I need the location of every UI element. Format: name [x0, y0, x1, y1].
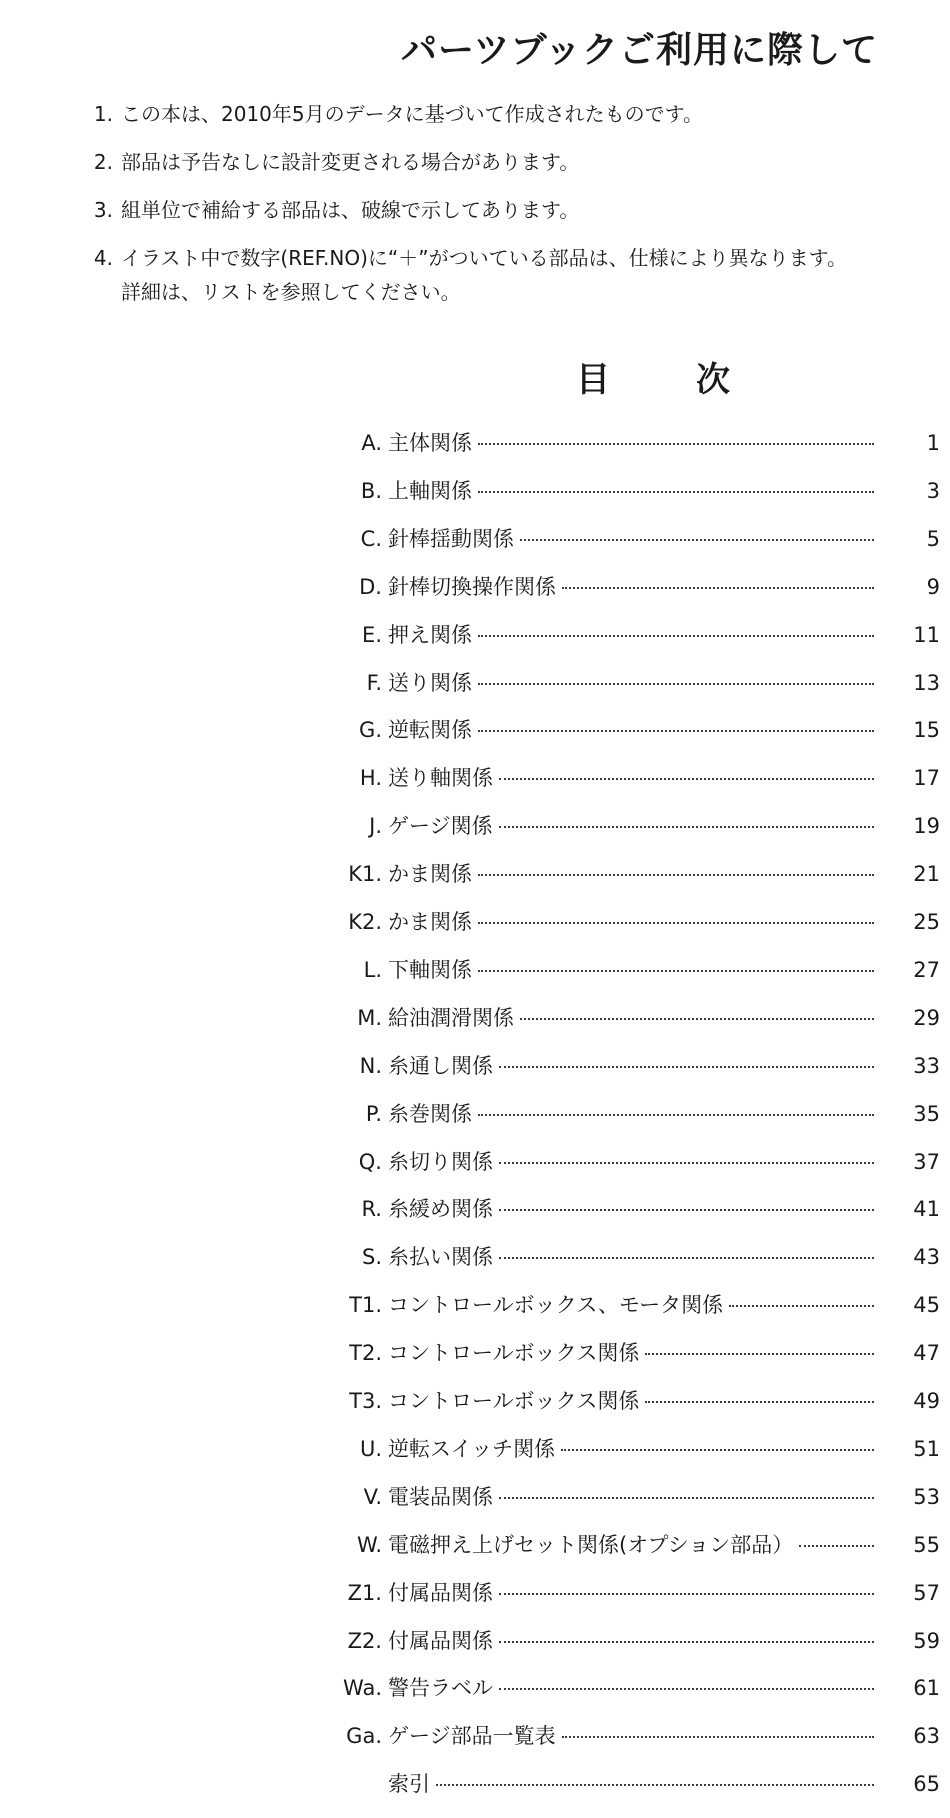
toc-entry-page: 29	[913, 1005, 940, 1030]
toc-leader-dots	[499, 1161, 874, 1164]
toc-entry-name: 電磁押え上げセット関係(オプション部品）	[388, 1532, 794, 1557]
note-number: 3.	[93, 198, 113, 222]
toc-entry-label-wrap	[388, 620, 874, 650]
toc-entry-label-wrap	[388, 668, 874, 698]
toc-entry-page: 37	[913, 1149, 940, 1174]
toc-entry-name: ゲージ部品一覧表	[388, 1724, 556, 1749]
toc-entry-page: 9	[926, 574, 940, 599]
note-text: 部品は予告なしに設計変更される場合があります。	[121, 150, 580, 174]
toc-entry-label-wrap	[388, 859, 874, 889]
toc-entry-name: 押え関係	[388, 622, 472, 647]
toc-entry-name: 逆転関係	[388, 718, 472, 743]
toc-leader-dots	[499, 1496, 874, 1499]
toc-entry-page: 5	[926, 526, 940, 551]
toc-entry-letter: T2.	[349, 1341, 382, 1366]
toc-entry-page: 61	[913, 1676, 940, 1701]
toc-leader-dots	[478, 634, 874, 637]
note-number: 1.	[93, 102, 113, 126]
toc-entry-label-wrap	[388, 907, 874, 937]
toc-entry-name: 索引	[388, 1772, 430, 1797]
toc-entry-page: 19	[913, 814, 940, 839]
toc-entry-label-wrap	[388, 1530, 874, 1560]
toc-entry-name: 電装品関係	[388, 1484, 493, 1509]
toc-entry-label-wrap	[388, 524, 874, 554]
toc-entry-name: 糸緩め関係	[388, 1197, 493, 1222]
toc-leader-dots	[478, 729, 874, 732]
toc-entry-label-wrap	[388, 1242, 874, 1272]
toc-entry-letter: T1.	[349, 1293, 382, 1318]
toc-entry[interactable]	[0, 1769, 950, 1799]
toc-entry[interactable]	[0, 1578, 950, 1608]
toc-entry-name: 送り関係	[388, 670, 472, 695]
toc-entry-name: 針棒切換操作関係	[388, 574, 556, 599]
toc-entry-label-wrap	[388, 1194, 874, 1224]
toc-entry-page: 53	[913, 1484, 940, 1509]
toc-entry-page: 59	[913, 1628, 940, 1653]
toc-entry-letter: M.	[357, 1005, 382, 1030]
toc-entry-letter: C.	[360, 526, 382, 551]
toc-entry-letter: L.	[363, 957, 382, 982]
note-text: イラスト中で数字(REF.NO)に“＋”がついている部品は、仕様により異なります。	[121, 246, 848, 270]
toc-entry[interactable]	[0, 1626, 950, 1656]
toc-entry-name: 糸切り関係	[388, 1149, 493, 1174]
toc-leader-dots	[645, 1400, 874, 1403]
toc-leader-dots	[478, 1113, 874, 1116]
toc-leader-dots	[478, 969, 874, 972]
toc-leader-dots	[499, 1687, 874, 1690]
toc-entry-name: 付属品関係	[388, 1580, 493, 1605]
toc-leader-dots	[499, 1592, 874, 1595]
toc-entry-letter: P.	[365, 1101, 382, 1126]
toc-entry-name: 送り軸関係	[388, 766, 493, 791]
toc-entry-label-wrap	[388, 1051, 874, 1081]
toc-entry-label-wrap	[388, 1482, 874, 1512]
toc-entry-name: 逆転スイッチ関係	[388, 1436, 556, 1461]
toc-entry-name: 給油潤滑関係	[388, 1005, 514, 1030]
toc-entry-letter: K1.	[348, 862, 382, 887]
toc-entry-label-wrap	[388, 1147, 874, 1177]
toc-entry[interactable]	[0, 1290, 950, 1320]
toc-entry-name: 針棒揺動関係	[388, 526, 514, 551]
toc-entry[interactable]	[0, 955, 950, 985]
toc-entry-letter: Q.	[358, 1149, 382, 1174]
toc-entry-page: 13	[913, 670, 940, 695]
toc-entry-label-wrap	[388, 1290, 874, 1320]
toc-entry[interactable]	[0, 1242, 950, 1272]
toc-entry-letter: G.	[359, 718, 382, 743]
toc-heading-left: 目	[576, 360, 610, 400]
toc-entry-letter: Wa.	[343, 1676, 382, 1701]
toc-entry-label-wrap	[388, 1099, 874, 1129]
toc-entry-letter: V.	[363, 1484, 382, 1509]
toc-entry-name: かま関係	[388, 862, 472, 887]
toc-leader-dots	[499, 1208, 874, 1211]
toc-entry-page: 35	[913, 1101, 940, 1126]
toc-entry-page: 27	[913, 957, 940, 982]
toc-entry[interactable]	[0, 476, 950, 506]
toc-entry-name: 警告ラベル	[388, 1676, 493, 1701]
toc-entry[interactable]	[0, 572, 950, 602]
toc-entry-letter: R.	[361, 1197, 382, 1222]
toc-leader-dots	[499, 1640, 874, 1643]
toc-leader-dots	[562, 586, 874, 589]
toc-entry-letter: N.	[359, 1053, 382, 1078]
toc-entry-letter: F.	[366, 670, 382, 695]
toc-heading-right: 次	[696, 360, 730, 400]
toc-entry-page: 25	[913, 910, 940, 934]
toc-entry-letter: D.	[359, 574, 382, 599]
toc-entry-name: 上軸関係	[388, 478, 472, 503]
toc-entry-label-wrap	[388, 715, 874, 745]
toc-entry-page: 57	[913, 1580, 940, 1605]
toc-entry-label-wrap	[388, 1578, 874, 1608]
toc-entry-label-wrap	[388, 1626, 874, 1656]
toc-entry-page: 63	[913, 1724, 940, 1749]
toc-entry-name: 下軸関係	[388, 957, 472, 982]
toc-heading	[0, 352, 950, 402]
toc-entry[interactable]	[0, 428, 950, 458]
toc-entry-letter: B.	[360, 478, 382, 503]
toc-entry-letter: Ga.	[346, 1724, 382, 1749]
toc-entry-letter: T3.	[349, 1389, 382, 1413]
toc-entry-name: 主体関係	[388, 431, 472, 455]
toc-entry-label-wrap	[388, 1003, 874, 1033]
toc-entry[interactable]	[0, 907, 950, 937]
toc-entry-name: かま関係	[388, 910, 472, 934]
toc-leader-dots	[436, 1783, 874, 1786]
toc-entry-letter: W.	[356, 1532, 382, 1557]
toc-entry[interactable]	[0, 1051, 950, 1081]
toc-leader-dots	[499, 777, 874, 780]
toc-entry-name: 糸巻関係	[388, 1101, 472, 1126]
toc-entry-letter: Z1.	[347, 1580, 382, 1605]
toc-entry-page: 1	[926, 431, 940, 455]
toc-entry-name: ゲージ関係	[388, 814, 493, 839]
toc-entry-name: 付属品関係	[388, 1628, 493, 1653]
toc-entry-letter: H.	[359, 766, 382, 791]
toc-leader-dots	[799, 1544, 874, 1547]
toc-entry-label-wrap	[388, 763, 874, 793]
toc-entry-page: 11	[913, 622, 940, 647]
toc-entry-label-wrap	[388, 428, 874, 458]
note-number: 4.	[93, 246, 113, 270]
toc-entry[interactable]	[0, 1721, 950, 1751]
toc-entry-label-wrap	[388, 1769, 874, 1799]
toc-entry-letter: U.	[359, 1436, 382, 1461]
toc-entry-label-wrap	[388, 1338, 874, 1368]
toc-entry-name: コントロールボックス、モータ関係	[388, 1293, 724, 1318]
toc-entry-name: 糸払い関係	[388, 1245, 493, 1270]
toc-leader-dots	[499, 1256, 874, 1259]
toc-entry[interactable]	[0, 811, 950, 841]
toc-leader-dots	[520, 1017, 874, 1020]
toc-entry-letter: S.	[361, 1245, 382, 1270]
toc-entry-label-wrap	[388, 476, 874, 506]
toc-entry[interactable]	[0, 763, 950, 793]
toc-entry-letter: J.	[369, 814, 382, 839]
note-number: 2.	[93, 150, 113, 174]
toc-entry[interactable]	[0, 715, 950, 745]
toc-entry-page: 41	[913, 1197, 940, 1222]
toc-leader-dots	[561, 1448, 874, 1451]
toc-leader-dots	[478, 682, 874, 685]
toc-entry-label-wrap	[388, 1386, 874, 1416]
toc-entry-page: 47	[913, 1341, 940, 1366]
toc-leader-dots	[478, 490, 874, 493]
toc-entry[interactable]	[0, 1434, 950, 1464]
toc-leader-dots	[478, 442, 874, 445]
toc-entry-page: 49	[913, 1389, 940, 1413]
toc-entry[interactable]	[0, 668, 950, 698]
toc-entry-label-wrap	[388, 1721, 874, 1751]
toc-entry[interactable]	[0, 1194, 950, 1224]
toc-entry-letter: E.	[362, 622, 382, 647]
toc-entry-page: 43	[913, 1245, 940, 1270]
toc-entry-label-wrap	[388, 1434, 874, 1464]
toc-entry[interactable]	[0, 1147, 950, 1177]
toc-leader-dots	[729, 1304, 874, 1307]
toc-entry[interactable]	[0, 1673, 950, 1703]
toc-entry-page: 65	[913, 1772, 940, 1797]
toc-leader-dots	[562, 1735, 874, 1738]
toc-entry-label-wrap	[388, 572, 874, 602]
toc-entry-page: 3	[926, 478, 940, 503]
toc-entry-label-wrap	[388, 955, 874, 985]
toc-entry-name: 糸通し関係	[388, 1053, 493, 1078]
toc-entry-page: 15	[913, 718, 940, 743]
toc-entry-letter: Z2.	[347, 1628, 382, 1653]
toc-entry[interactable]	[0, 1530, 950, 1560]
toc-leader-dots	[499, 825, 874, 828]
toc-leader-dots	[478, 873, 874, 876]
toc-entry-label-wrap	[388, 811, 874, 841]
toc-entry-label-wrap	[388, 1673, 874, 1703]
toc-entry-letter: K2.	[348, 910, 382, 934]
toc-entry-name: コントロールボックス関係	[388, 1389, 640, 1413]
toc-leader-dots	[499, 1065, 874, 1068]
toc-entry-letter: A.	[361, 431, 382, 455]
toc-entry-page: 45	[913, 1293, 940, 1318]
toc-entry[interactable]	[0, 1386, 950, 1416]
toc-entry[interactable]	[0, 524, 950, 554]
toc-leader-dots	[645, 1352, 874, 1355]
note-text: 詳細は、リストを参照してください。	[121, 280, 461, 304]
toc-entry-page: 17	[913, 766, 940, 791]
toc-entry[interactable]	[0, 859, 950, 889]
toc-leader-dots	[478, 921, 874, 924]
toc-entry[interactable]	[0, 1338, 950, 1368]
toc-leader-dots	[520, 538, 874, 541]
toc-entry-page: 21	[913, 862, 940, 887]
toc-entry-page: 33	[913, 1053, 940, 1078]
toc-entry[interactable]	[0, 1099, 950, 1129]
toc-entry[interactable]	[0, 1003, 950, 1033]
toc-entry[interactable]	[0, 620, 950, 650]
toc-entry-page: 51	[913, 1436, 940, 1461]
toc-entry[interactable]	[0, 1482, 950, 1512]
toc-entry-name: コントロールボックス関係	[388, 1341, 640, 1366]
page-title: パーツブックご利用に際して	[400, 30, 878, 71]
toc-entry-page: 55	[913, 1532, 940, 1557]
note-text: この本は、2010年5月のデータに基づいて作成されたものです。	[121, 102, 704, 126]
note-text: 組単位で補給する部品は、破線で示してあります。	[121, 198, 580, 222]
